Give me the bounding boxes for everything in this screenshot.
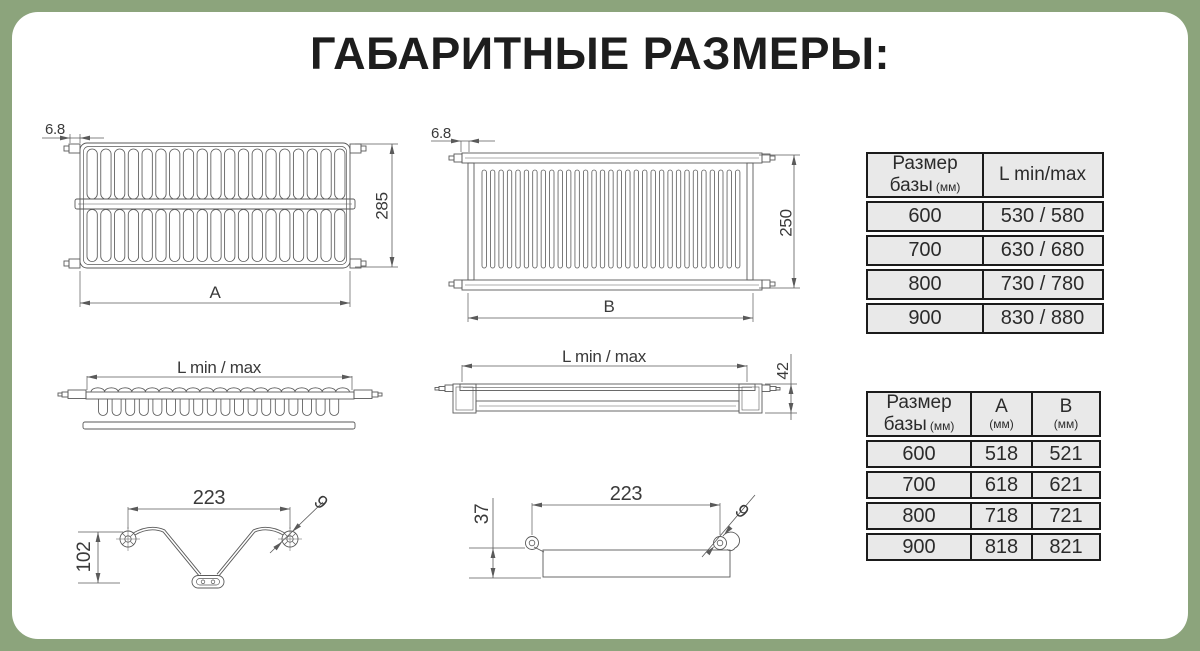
dim-height-label: 285 xyxy=(372,192,392,220)
table-header-row xyxy=(866,152,1104,198)
dim-height-label: 250 xyxy=(776,209,796,237)
table-row xyxy=(866,440,1101,468)
table-row xyxy=(866,269,1104,300)
cell-base: 700 xyxy=(866,471,972,499)
dim-span-label: 223 xyxy=(192,487,226,509)
cell-l: 530 / 580 xyxy=(982,201,1104,232)
header-base-size xyxy=(866,152,984,198)
dim-offset-label: 6.8 xyxy=(431,125,451,142)
cell-l: 730 / 780 xyxy=(982,269,1104,300)
cell-base: 800 xyxy=(866,502,972,530)
dim-width-b-label: B xyxy=(603,297,615,316)
table-size-l xyxy=(866,152,1104,334)
cell-a: 818 xyxy=(970,533,1034,561)
table-row xyxy=(866,235,1104,266)
cell-b: 521 xyxy=(1031,440,1101,468)
dim-width-a-label: A xyxy=(209,283,221,302)
cell-b: 621 xyxy=(1031,471,1101,499)
header-a: A (мм) xyxy=(970,391,1034,437)
cell-base: 900 xyxy=(866,303,984,334)
drawing-bar-rack-top-view xyxy=(425,108,805,323)
header-text: базы (мм) xyxy=(889,175,961,196)
drawing-rack-front-view xyxy=(55,342,385,437)
table-row xyxy=(866,201,1104,232)
cell-a: 518 xyxy=(970,440,1034,468)
cell-a: 618 xyxy=(970,471,1034,499)
dim-offset-label: 6.8 xyxy=(45,121,65,138)
dim-length-label: L min / max xyxy=(177,358,261,377)
table-header-row xyxy=(866,391,1101,437)
table-row xyxy=(866,303,1104,334)
dim-diameter-label: 9 xyxy=(730,500,753,523)
v-profile-geometry xyxy=(78,502,323,588)
dim-height-label: 102 xyxy=(74,541,96,573)
plate-rack-geometry xyxy=(42,134,398,307)
cell-base: 800 xyxy=(866,269,984,300)
table-size-ab xyxy=(866,391,1101,561)
table-row xyxy=(866,533,1101,561)
tray-profile-geometry xyxy=(469,495,755,578)
drawing-plate-rack-top-view xyxy=(42,108,402,308)
cell-base: 900 xyxy=(866,533,972,561)
cell-base: 600 xyxy=(866,201,984,232)
cell-b: 721 xyxy=(1031,502,1101,530)
header-base-size: Размер базы (мм) xyxy=(866,391,972,437)
cell-base: 600 xyxy=(866,440,972,468)
rack-front-geometry xyxy=(58,375,382,429)
header-text: Размер xyxy=(892,153,958,175)
content-panel xyxy=(12,12,1188,639)
cell-base: 700 xyxy=(866,235,984,266)
cell-a: 718 xyxy=(970,502,1034,530)
page-title: ГАБАРИТНЫЕ РАЗМЕРЫ: xyxy=(309,28,891,79)
drawing-tray-profile xyxy=(455,480,775,595)
drawing-v-profile xyxy=(68,475,358,610)
cell-l: 830 / 880 xyxy=(982,303,1104,334)
dim-diameter-label: 9 xyxy=(309,491,332,514)
dim-height-label: 42 xyxy=(775,362,793,380)
dim-height-label: 37 xyxy=(472,503,494,525)
drawing-rail-side-view xyxy=(435,338,805,423)
header-l-minmax: L min/max xyxy=(982,152,1104,198)
table-row xyxy=(866,502,1101,530)
bar-rack-geometry xyxy=(431,139,800,322)
header-b: B (мм) xyxy=(1031,391,1101,437)
cell-l: 630 / 680 xyxy=(982,235,1104,266)
cell-b: 821 xyxy=(1031,533,1101,561)
dim-span-label: 223 xyxy=(609,483,643,505)
dim-length-label: L min / max xyxy=(562,347,646,366)
table-row xyxy=(866,471,1101,499)
